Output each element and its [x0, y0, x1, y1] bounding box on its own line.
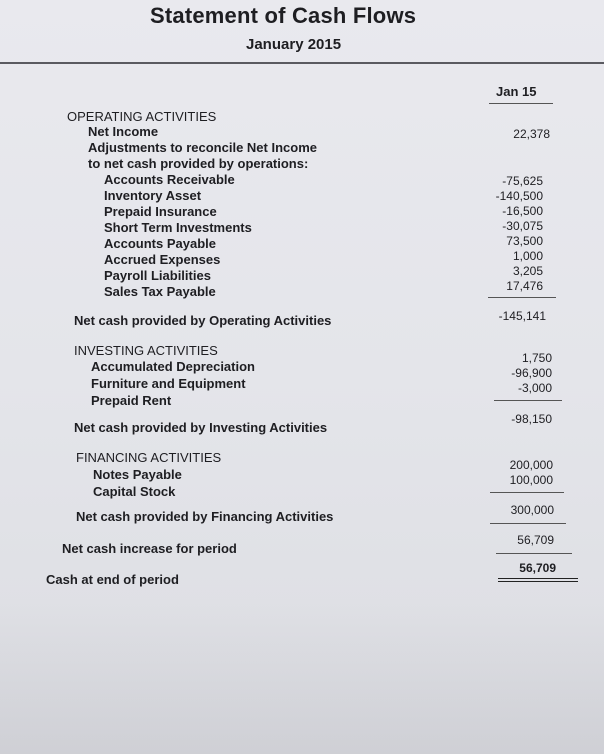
page-shadow: [0, 600, 604, 754]
financing-heading: FINANCING ACTIVITIES: [76, 450, 222, 465]
investing-total-label: Net cash provided by Investing Activities: [74, 420, 328, 435]
op-item-label: Sales Tax Payable: [104, 284, 216, 299]
net-income-label: Net Income: [88, 124, 159, 139]
fin-item-label: Notes Payable: [93, 467, 182, 482]
op-item-value: -30,075: [502, 219, 543, 233]
inv-item-value: -3,000: [517, 381, 552, 395]
inv-item-value: -96,900: [511, 366, 552, 380]
op-item-value: 1,000: [512, 249, 543, 263]
financing-total-rule: [490, 523, 566, 524]
operating-total-value: -145,141: [498, 309, 546, 323]
double-underline-bottom: [498, 581, 578, 582]
financing-total-value: 300,000: [510, 503, 554, 517]
net-increase-rule: [496, 553, 572, 554]
page-title: Statement of Cash Flows: [150, 3, 417, 28]
inv-item-label: Furniture and Equipment: [91, 376, 246, 391]
column-header: Jan 15: [496, 84, 537, 99]
double-underline-top: [498, 578, 578, 579]
investing-heading: INVESTING ACTIVITIES: [74, 343, 218, 358]
fin-item-label: Capital Stock: [93, 484, 176, 499]
operating-subtotal-rule: [488, 297, 556, 298]
column-header-underline: [489, 103, 553, 104]
op-item-value: 3,205: [512, 264, 543, 278]
inv-item-value: 1,750: [521, 351, 552, 365]
adjustments-line-1: Adjustments to reconcile Net Income: [88, 140, 317, 155]
op-item-value: -75,625: [502, 174, 543, 188]
op-item-label: Accrued Expenses: [104, 252, 221, 267]
financing-subtotal-rule: [490, 492, 564, 493]
net-income-value: 22,378: [513, 127, 550, 141]
op-item-label: Accounts Receivable: [104, 172, 235, 187]
page-subtitle: January 2015: [246, 36, 342, 53]
operating-heading: OPERATING ACTIVITIES: [67, 109, 217, 124]
financing-total-label: Net cash provided by Financing Activities: [76, 509, 334, 524]
op-item-value: 73,500: [506, 234, 543, 248]
cash-end-label: Cash at end of period: [46, 572, 179, 587]
net-increase-value: 56,709: [517, 533, 554, 547]
op-item-value: -140,500: [495, 189, 543, 203]
op-item-value: 17,476: [506, 279, 543, 293]
investing-subtotal-rule: [494, 400, 562, 401]
header-divider: [0, 62, 604, 64]
op-item-label: Inventory Asset: [104, 188, 202, 203]
op-item-label: Payroll Liabilities: [104, 268, 211, 283]
op-item-label: Prepaid Insurance: [104, 204, 217, 219]
fin-item-value: 200,000: [509, 458, 553, 472]
inv-item-label: Prepaid Rent: [91, 393, 172, 408]
fin-item-value: 100,000: [509, 473, 553, 487]
op-item-label: Short Term Investments: [104, 220, 252, 235]
investing-total-value: -98,150: [511, 412, 552, 426]
cash-end-value: 56,709: [519, 561, 556, 575]
inv-item-label: Accumulated Depreciation: [91, 359, 255, 374]
op-item-label: Accounts Payable: [104, 236, 216, 251]
net-increase-label: Net cash increase for period: [62, 541, 237, 556]
op-item-value: -16,500: [502, 204, 543, 218]
operating-total-label: Net cash provided by Operating Activities: [74, 313, 332, 328]
adjustments-line-2: to net cash provided by operations:: [88, 156, 309, 171]
